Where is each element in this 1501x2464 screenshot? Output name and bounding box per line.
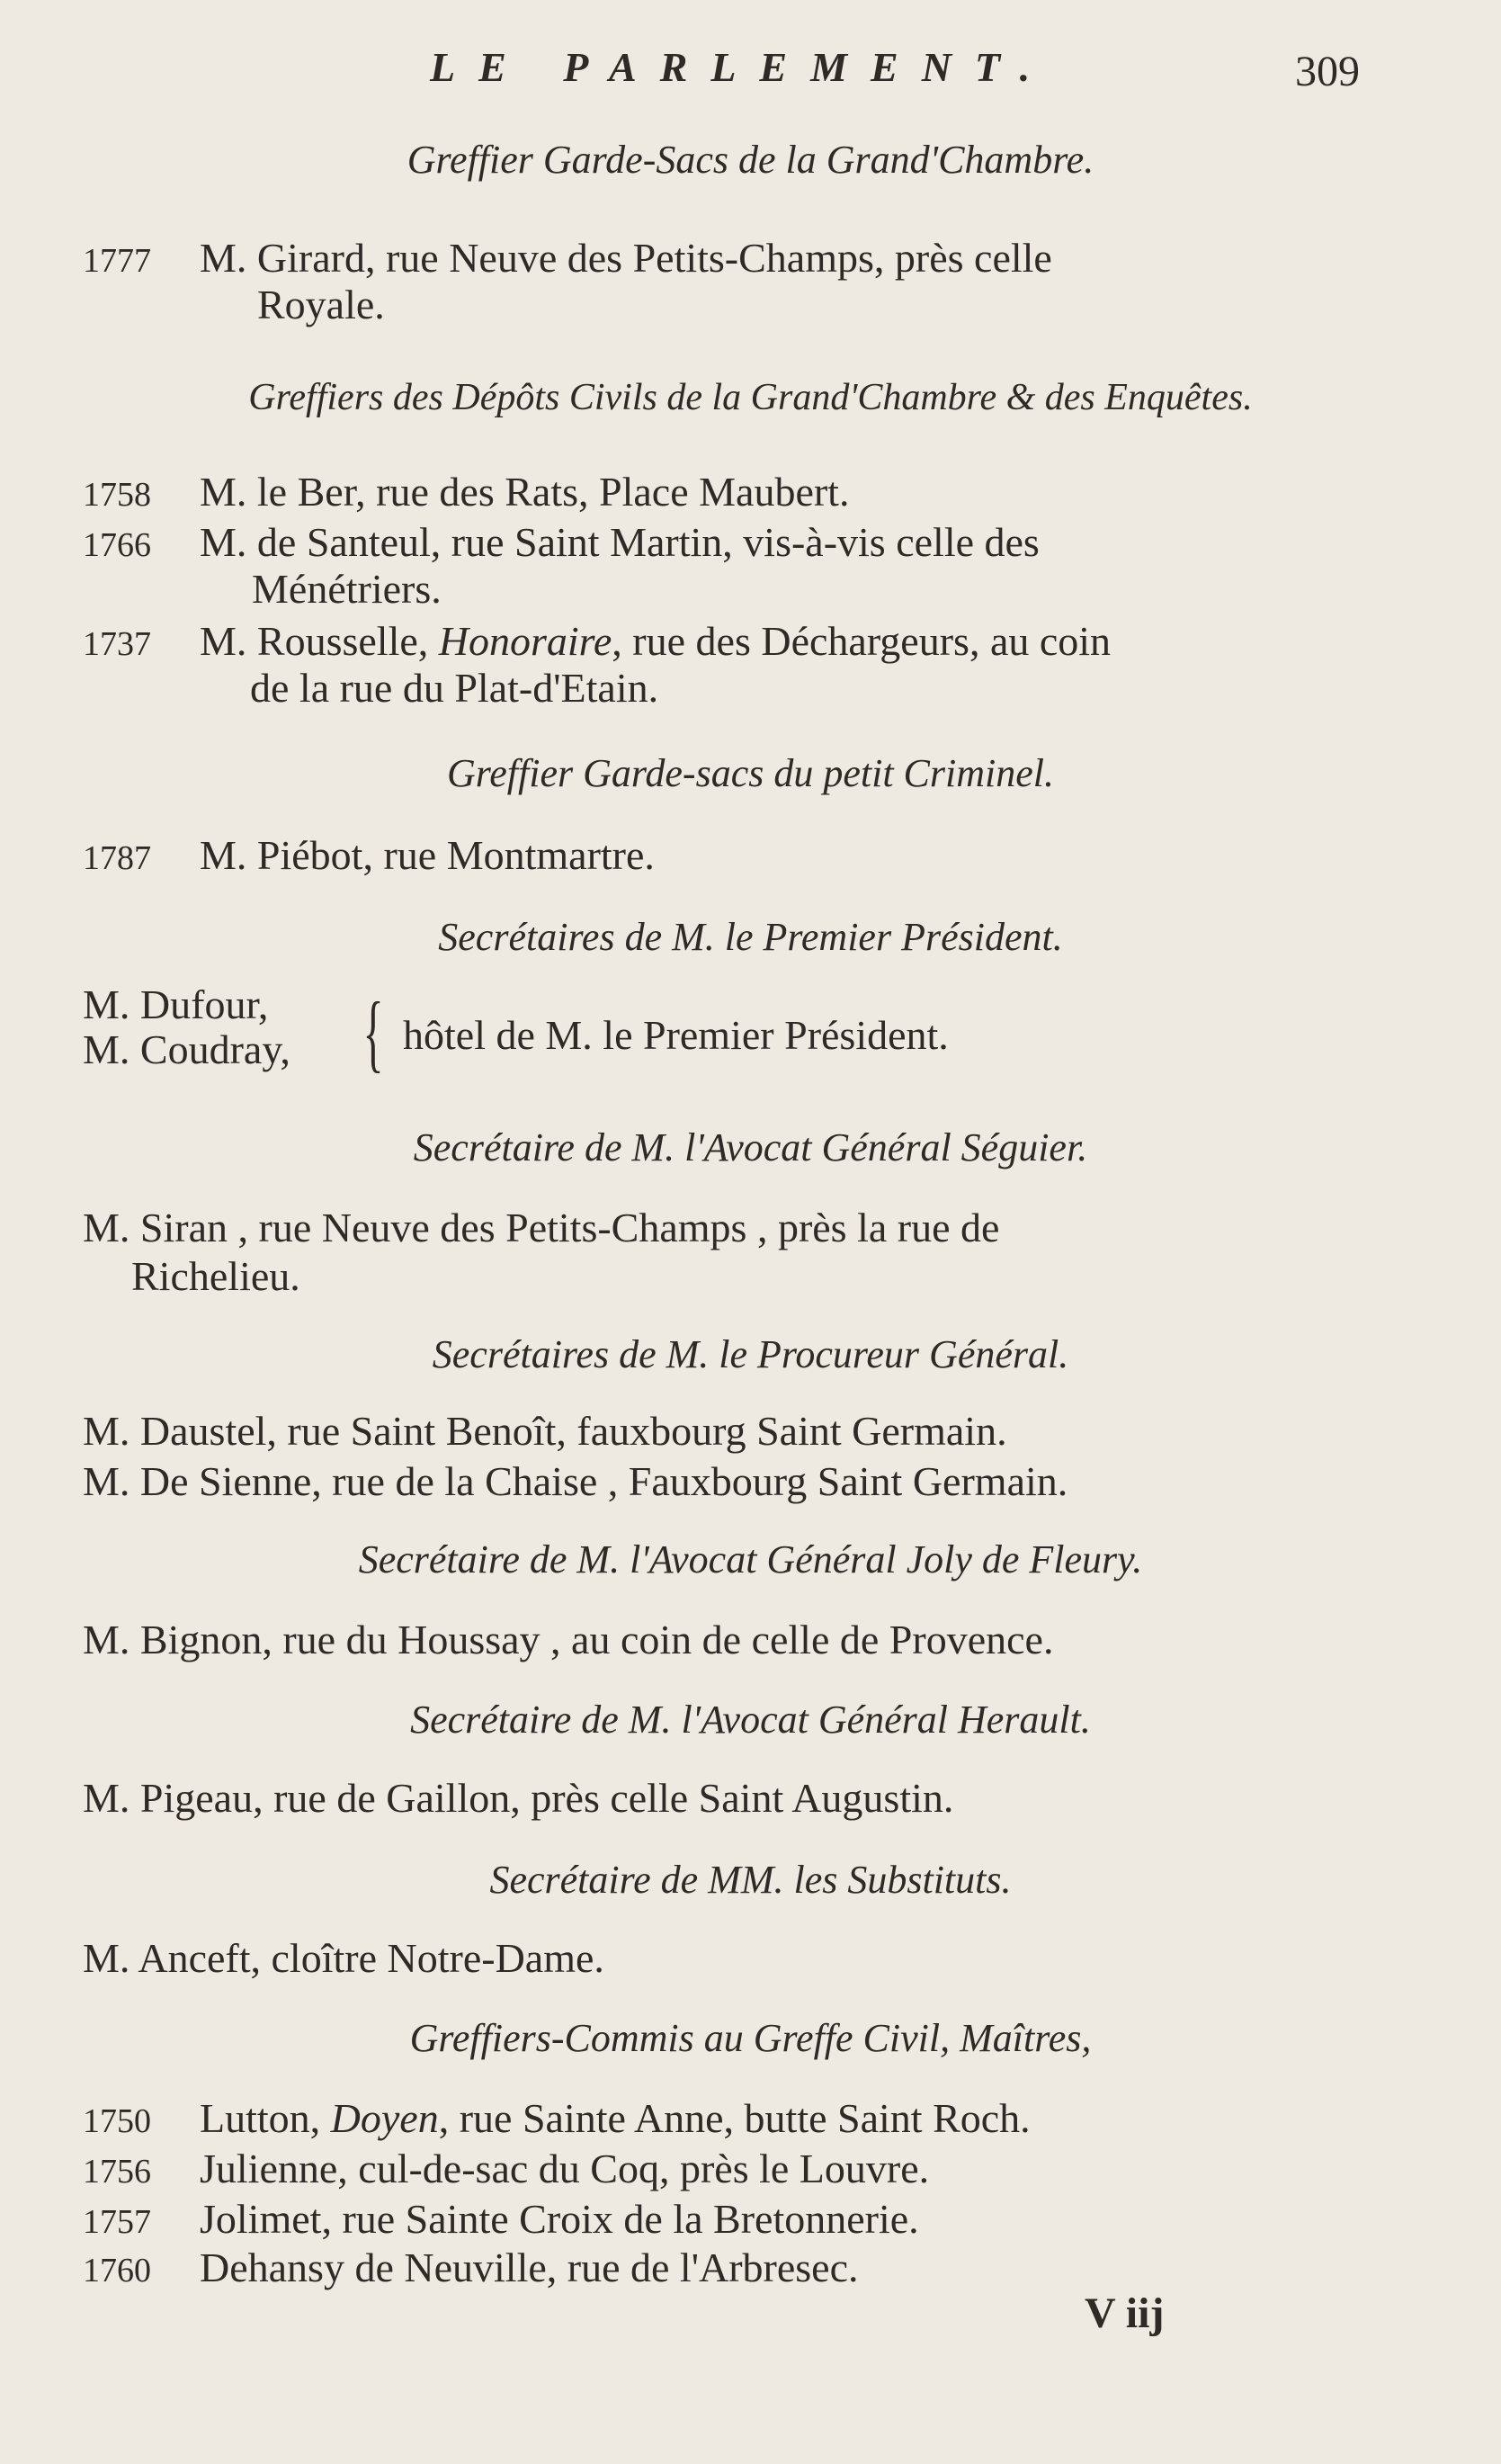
entry-year: 1777 [83, 242, 151, 280]
entry-year: 1758 [83, 476, 151, 514]
section-heading: Secrétaire de M. l'Avocat Général Herault. [410, 1698, 1091, 1742]
section-heading: Secrétaires de M. le Procureur Général. [432, 1332, 1069, 1376]
entry-year: 1756 [83, 2153, 151, 2191]
entry [83, 2244, 859, 2295]
entry-year: 1750 [83, 2102, 151, 2140]
page-number: 309 [1295, 48, 1360, 95]
entry [83, 518, 1040, 569]
signature-mark: V iij [1085, 2289, 1165, 2337]
section-heading: Secrétaire de M. l'Avocat Général Séguier. [413, 1125, 1088, 1169]
entry-text: M. Siran , rue Neuve des Petits-Champs , près la rue de [83, 1205, 1000, 1250]
entry [83, 831, 655, 883]
section-heading: Secrétaire de MM. les Substituts. [489, 1858, 1012, 1902]
entry-text-italic: Honoraire [438, 618, 612, 664]
entry-text-pre: M. Rousselle, [200, 618, 439, 664]
entry [83, 234, 1052, 285]
section-heading: Greffiers-Commis au Greffe Civil, Maîtres, [409, 2016, 1092, 2060]
entry [83, 1616, 1053, 1664]
entry [83, 1204, 999, 1252]
entry-text: M. Bignon, rue du Houssay , au coin de celle de Provence. [83, 1617, 1054, 1662]
entry-year: 1766 [83, 526, 151, 564]
brace-group [83, 982, 1252, 1090]
entry-text-post: , rue des Déchargeurs, au coin [612, 618, 1112, 664]
entry-year: 1787 [83, 839, 151, 877]
entry-continuation: Richelieu. [131, 1253, 300, 1299]
section-heading: Secrétaire de M. l'Avocat Général Joly de Fleury. [358, 1537, 1143, 1581]
entry-year: 1737 [83, 625, 151, 663]
entry-text: M. Daustel, rue Saint Benoît, fauxbourg Saint Germain. [83, 1408, 1007, 1454]
entry-text: M. Girard, rue Neuve des Petits-Champs, près celle [200, 235, 1052, 281]
brace-names [83, 982, 290, 1072]
brace-name: M. Dufour, [83, 981, 269, 1027]
entry-year: 1757 [83, 2203, 151, 2241]
entry-text: M. Anceft, cloître Notre-Dame. [83, 1935, 604, 1981]
entry-continuation: de la rue du Plat-d'Etain. [250, 665, 659, 711]
entry [83, 1457, 1068, 1506]
entry-text: Julienne, cul-de-sac du Coq, près le Louvre. [200, 2146, 930, 2191]
entry-text-pre: Lutton, [200, 2095, 331, 2141]
entry-text: M. Piébot, rue Montmartre. [200, 832, 655, 878]
entry [83, 2195, 919, 2246]
entry [83, 1774, 953, 1823]
running-head [0, 43, 1501, 97]
entry-text: M. le Ber, rue des Rats, Place Maubert. [200, 469, 850, 515]
entry [83, 468, 849, 519]
entry-text: M. De Sienne, rue de la Chaise , Fauxbourg Saint Germain. [83, 1458, 1068, 1504]
section-heading: Greffier Garde-Sacs de la Grand'Chambre. [407, 138, 1094, 182]
entry-text: M. Pigeau, rue de Gaillon, près celle Saint Augustin. [83, 1775, 954, 1821]
entry-year: 1760 [83, 2252, 151, 2289]
entry [83, 2145, 929, 2196]
section-heading: Greffiers des Dépôts Civils de la Grand'Chambre & des Enquêtes. [248, 377, 1253, 418]
entry-continuation: Ménétriers. [252, 566, 442, 612]
entry [83, 2094, 1031, 2146]
section-heading: Greffier Garde-sacs du petit Criminel. [447, 751, 1054, 795]
entry-text-italic: Doyen [330, 2095, 439, 2141]
entry [83, 617, 1111, 668]
running-title: LE PARLEMENT. [430, 44, 1054, 90]
entry-continuation: Royale. [257, 282, 385, 327]
entry-text-post: , rue Sainte Anne, butte Saint Roch. [438, 2095, 1031, 2141]
entry-text: Dehansy de Neuville, rue de l'Arbresec. [200, 2244, 859, 2290]
entry [83, 1407, 1007, 1456]
brace-name: M. Coudray, [83, 1026, 290, 1072]
entry [83, 1934, 604, 1983]
brace-text: hôtel de M. le Premier Président. [403, 1012, 949, 1058]
curly-brace-icon: { [362, 984, 384, 1080]
entry-text: Jolimet, rue Sainte Croix de la Bretonnerie. [200, 2196, 919, 2242]
entry-text: M. de Santeul, rue Saint Martin, vis-à-vis celle des [200, 519, 1040, 565]
section-heading: Secrétaires de M. le Premier Président. [438, 915, 1063, 959]
